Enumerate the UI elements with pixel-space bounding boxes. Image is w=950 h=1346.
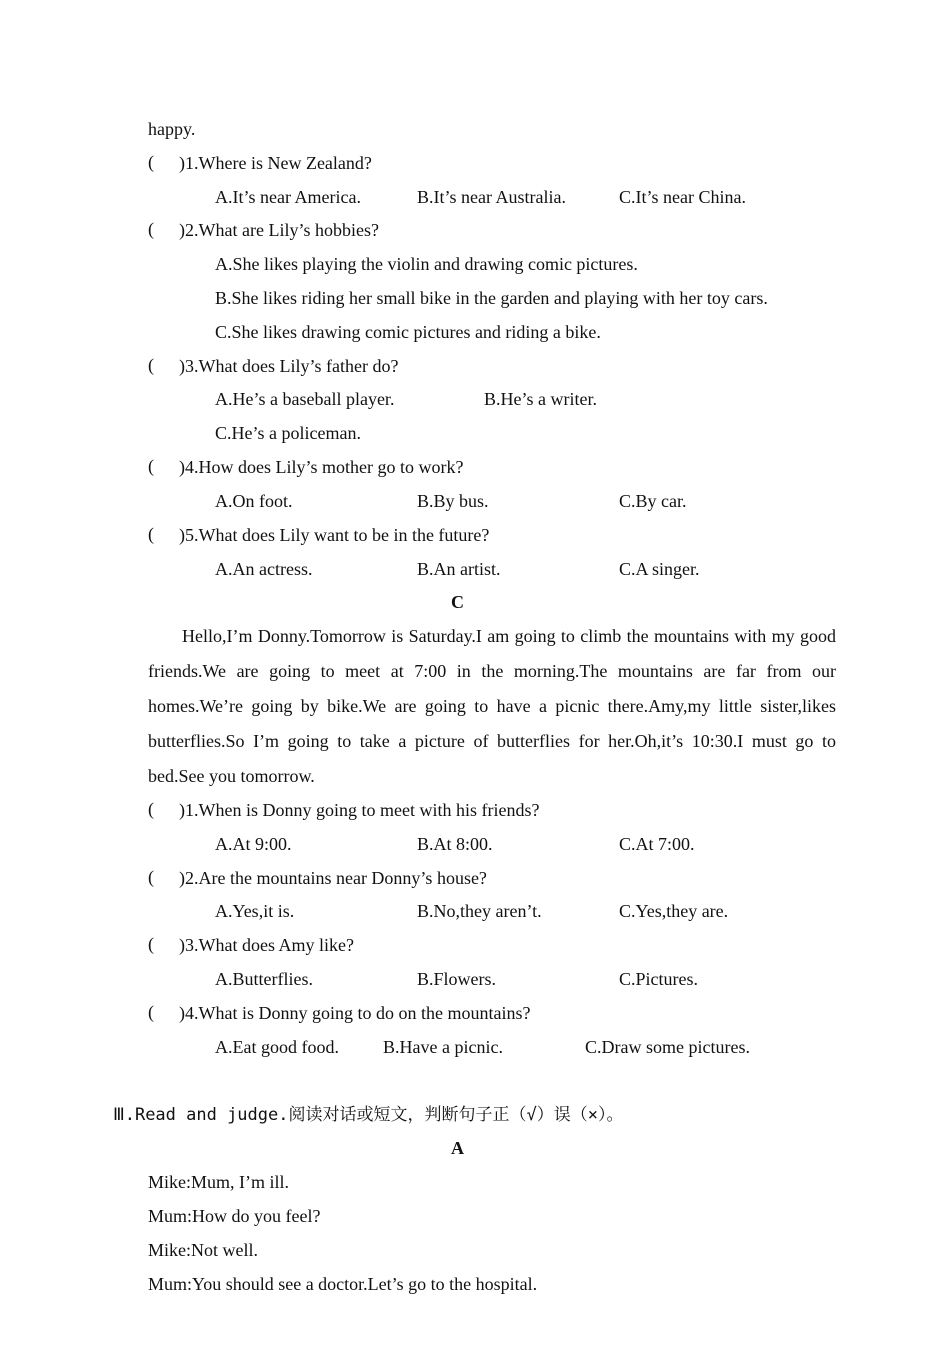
passage-tail: happy. xyxy=(148,119,196,139)
dialogue-line: Mum:You should see a doctor.Let’s go to the hospital. xyxy=(148,1274,538,1294)
answer-blank[interactable]: ( xyxy=(148,219,154,239)
option-c3-a: A.Butterflies. xyxy=(215,969,313,989)
question-b2: )2.What are Lily’s hobbies? xyxy=(179,220,379,240)
section-3-heading: A xyxy=(451,1138,464,1158)
answer-blank[interactable]: ( xyxy=(148,799,154,819)
option-b2-a: A.She likes playing the violin and drawing comic pictures. xyxy=(215,254,638,274)
option-b5-c: C.A singer. xyxy=(619,559,700,579)
answer-blank[interactable]: ( xyxy=(148,1002,154,1022)
question-c2: )2.Are the mountains near Donny’s house? xyxy=(179,868,487,888)
option-b1-a: A.It’s near America. xyxy=(215,187,361,207)
question-b4: )4.How does Lily’s mother go to work? xyxy=(179,457,464,477)
answer-blank[interactable]: ( xyxy=(148,934,154,954)
option-b5-b: B.An artist. xyxy=(417,559,501,579)
option-b3-c: C.He’s a policeman. xyxy=(215,423,361,443)
option-c4-a: A.Eat good food. xyxy=(215,1037,339,1057)
section-c-heading: C xyxy=(451,592,464,612)
option-b1-b: B.It’s near Australia. xyxy=(417,187,566,207)
option-c4-c: C.Draw some pictures. xyxy=(585,1037,750,1057)
dialogue-line: Mum:How do you feel? xyxy=(148,1206,321,1226)
question-b1: )1.Where is New Zealand? xyxy=(179,153,372,173)
dialogue-line: Mike:Not well. xyxy=(148,1240,258,1260)
option-b5-a: A.An actress. xyxy=(215,559,313,579)
answer-blank[interactable]: ( xyxy=(148,355,154,375)
option-c2-c: C.Yes,they are. xyxy=(619,901,729,921)
option-b4-a: A.On foot. xyxy=(215,491,293,511)
question-c4: )4.What is Donny going to do on the mountains? xyxy=(179,1003,531,1023)
answer-blank[interactable]: ( xyxy=(148,867,154,887)
option-c3-c: C.Pictures. xyxy=(619,969,698,989)
answer-blank[interactable]: ( xyxy=(148,524,154,544)
section-3-title: Ⅲ.Read and judge.阅读对话或短文，判断句子正（√）误（×）。 xyxy=(113,1105,624,1125)
option-b4-b: B.By bus. xyxy=(417,491,489,511)
answer-blank[interactable]: ( xyxy=(148,456,154,476)
option-c1-a: A.At 9:00. xyxy=(215,834,292,854)
option-c2-a: A.Yes,it is. xyxy=(215,901,295,921)
option-c1-c: C.At 7:00. xyxy=(619,834,695,854)
option-c4-b: B.Have a picnic. xyxy=(383,1037,503,1057)
answer-blank[interactable]: ( xyxy=(148,152,154,172)
option-b4-c: C.By car. xyxy=(619,491,687,511)
option-b3-b: B.He’s a writer. xyxy=(484,389,597,409)
question-c3: )3.What does Amy like? xyxy=(179,935,354,955)
question-c1: )1.When is Donny going to meet with his friends? xyxy=(179,800,540,820)
option-b2-c: C.She likes drawing comic pictures and riding a bike. xyxy=(215,322,601,342)
option-b1-c: C.It’s near China. xyxy=(619,187,746,207)
option-b3-a: A.He’s a baseball player. xyxy=(215,389,395,409)
dialogue-line: Mike:Mum, I’m ill. xyxy=(148,1172,289,1192)
passage-text: Hello,I’m Donny.Tomorrow is Saturday.I am going to climb the mountains with my good friends.We are going to meet at 7:00 in the morning.The mountains are far from our homes.We’re going by bike.We are going to have a picnic there.Amy,my little sister,likes butterflies.So I’m going to take a picture of butterflies for her.Oh,it’s 10:30.I must go to bed.See you tomorrow. xyxy=(148,626,836,786)
option-c2-b: B.No,they aren’t. xyxy=(417,901,542,921)
question-b5: )5.What does Lily want to be in the future? xyxy=(179,525,490,545)
section-c-passage xyxy=(148,619,836,794)
option-b2-b: B.She likes riding her small bike in the garden and playing with her toy cars. xyxy=(215,288,768,308)
question-b3: )3.What does Lily’s father do? xyxy=(179,356,399,376)
option-c1-b: B.At 8:00. xyxy=(417,834,493,854)
option-c3-b: B.Flowers. xyxy=(417,969,497,989)
